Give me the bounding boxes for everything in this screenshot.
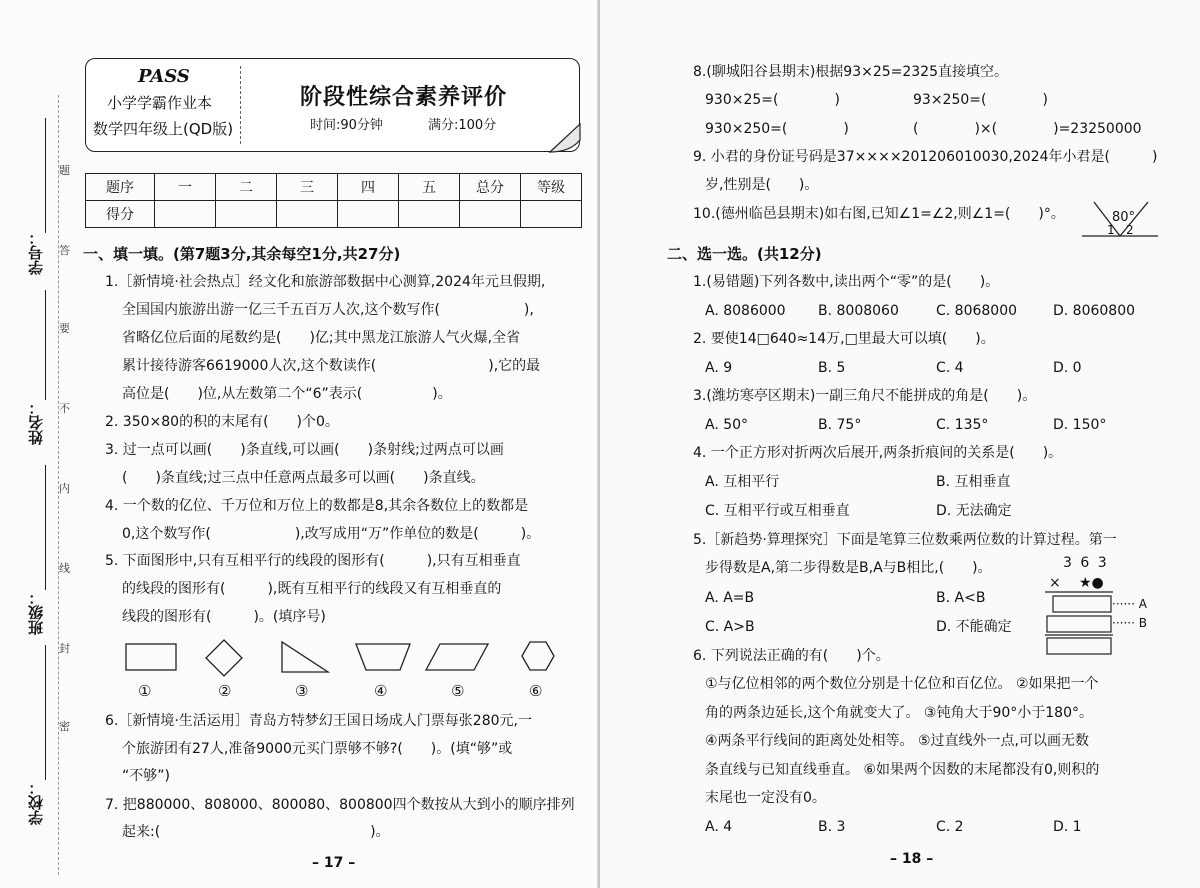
angle-label: 1 xyxy=(1107,223,1115,237)
statement-line: 末尾也一定没有0。 xyxy=(705,790,826,806)
score-input-cell[interactable] xyxy=(277,201,338,228)
question-line: 1.(易错题)下列各数中,读出两个“零”的是( )。 xyxy=(693,274,1000,290)
question-line: ( )条直线;过三点中任意两点最多可以画( )条直线。 xyxy=(122,470,485,486)
class-blank[interactable] xyxy=(45,465,46,590)
option[interactable]: A. 9 xyxy=(705,360,733,376)
page-number: – 17 – xyxy=(312,855,356,871)
option[interactable]: C. A>B xyxy=(705,619,755,635)
shape-number: ⑥ xyxy=(529,682,543,700)
seal-char: 答 xyxy=(59,244,70,257)
question-line: 5.［新趋势·算理探究］下面是笔算三位数乘两位数的计算过程。第一 xyxy=(693,532,1117,548)
score-input-cell[interactable] xyxy=(460,201,521,228)
rectangle-shape xyxy=(126,644,176,670)
option[interactable]: C. 8068000 xyxy=(936,303,1018,319)
question-line: 全国国内旅游出游一亿三千五百万人次,这个数写作( ), xyxy=(122,302,534,318)
table-cell: 等级 xyxy=(521,174,582,201)
header-divider xyxy=(240,66,241,144)
option[interactable]: C. 4 xyxy=(936,360,964,376)
table-cell: 四 xyxy=(338,174,399,201)
option[interactable]: D. 无法确定 xyxy=(936,503,1012,519)
step-a-label: ······ A xyxy=(1112,597,1147,611)
question-line: 高位是( )位,从左数第二个“6”表示( )。 xyxy=(122,386,452,402)
question-line: 4. 一个数的亿位、千万位和万位上的数都是8,其余各数位上的数都是 xyxy=(105,498,529,514)
table-cell: 题序 xyxy=(86,174,155,201)
question-line: 累计接待游客6619000人次,这个数读作( ),它的最 xyxy=(122,358,541,374)
shapes-figure xyxy=(118,638,558,678)
option[interactable]: B. 75° xyxy=(818,417,862,433)
name-blank[interactable] xyxy=(45,290,46,400)
statement-line: ④两条平行线间的距离处处相等。 ⑤过直线外一点,可以画无数 xyxy=(705,733,1090,749)
question-line: 4. 一个正方形对折两次后展开,两条折痕间的关系是( )。 xyxy=(693,445,1063,461)
option[interactable]: A. 互相平行 xyxy=(705,474,780,490)
table-cell: 三 xyxy=(277,174,338,201)
question-line: 8.(聊城阳谷县期末)根据93×25=2325直接填空。 xyxy=(693,64,1008,80)
option[interactable]: D. 0 xyxy=(1053,360,1082,376)
option[interactable]: C. 互相平行或互相垂直 xyxy=(705,503,850,519)
question-line: 3.(潍坊寒亭区期末)一副三角尺不能拼成的角是( )。 xyxy=(693,388,1037,404)
seal-char: 内 xyxy=(59,482,70,495)
student-id-label: 学号： xyxy=(27,230,45,275)
question-line: 10.(德州临邑县期末)如右图,已知∠1=∠2,则∠1=( )°。 xyxy=(693,206,1065,222)
rhombus-shape xyxy=(206,640,242,676)
option[interactable]: B. 5 xyxy=(818,360,846,376)
question-line: 7. 把880000、808000、800080、800800四个数按从大到小的顺序排列 xyxy=(105,797,575,813)
option[interactable]: D. 1 xyxy=(1053,819,1082,835)
question-line: 5. 下面图形中,只有互相平行的线段的图形有( ),只有互相垂直 xyxy=(105,553,521,569)
question-line: 省略亿位后面的尾数约是( )亿;其中黑龙江旅游人气火爆,全省 xyxy=(122,330,521,346)
question-line: 930×250=( ) xyxy=(705,121,849,137)
score-input-cell[interactable] xyxy=(399,201,460,228)
question-line: 3. 过一点可以画( )条直线,可以画( )条射线;过两点可以画 xyxy=(105,442,504,458)
table-cell: 二 xyxy=(216,174,277,201)
series-name: 小学学霸作业本 xyxy=(107,94,213,112)
score-table xyxy=(85,173,582,228)
multiplicand: 3 6 3 xyxy=(1063,555,1109,571)
question-line: 1.［新情境·社会热点］经文化和旅游部数据中心测算,2024年元旦假期, xyxy=(105,274,546,290)
option[interactable]: C. 135° xyxy=(936,417,989,433)
school-blank[interactable] xyxy=(45,645,46,780)
star-dot-digits: ★● xyxy=(1079,575,1104,591)
school-label: 学校： xyxy=(27,780,45,825)
times-sign: × xyxy=(1049,575,1061,591)
statement-line: 条直线与已知直线垂直。 ⑥如果两个因数的末尾都没有0,则积的 xyxy=(705,762,1100,778)
option[interactable]: A. A=B xyxy=(705,590,755,606)
page-number: – 18 – xyxy=(890,851,934,867)
shape-number: ③ xyxy=(295,682,309,700)
shape-number: ⑤ xyxy=(451,682,465,700)
question-line: 起来:( )。 xyxy=(122,824,390,840)
question-line: 步得数是A,第二步得数是B,A与B相比,( )。 xyxy=(705,560,992,576)
question-line: 930×25=( ) xyxy=(705,92,840,108)
seal-char: 密 xyxy=(59,720,70,733)
page-title: 阶段性综合素养评价 xyxy=(300,85,508,110)
angle-label: 2 xyxy=(1126,223,1134,237)
right-triangle-shape xyxy=(282,642,328,672)
option[interactable]: A. 50° xyxy=(705,417,749,433)
question-line: 6. 下列说法正确的有( )个。 xyxy=(693,648,890,664)
multiplication-boxes xyxy=(1045,590,1115,656)
question-line: 93×250=( ) xyxy=(913,92,1048,108)
question-line: 岁,性别是( )。 xyxy=(705,177,819,193)
question-line: 2. 要使14□640≈14万,□里最大可以填( )。 xyxy=(693,331,995,347)
statement-line: 角的两条边延长,这个角就变大了。 ③钝角大于90°小于180°。 xyxy=(705,705,1093,721)
question-line: 线段的图形有( )。(填序号) xyxy=(122,609,326,625)
name-label: 姓名： xyxy=(27,400,45,445)
option[interactable]: B. 互相垂直 xyxy=(936,474,1011,490)
question-line: 9. 小君的身份证号码是37××××201206010030,2024年小君是( ) xyxy=(693,149,1158,165)
parallelogram-shape xyxy=(426,644,488,670)
table-cell: 总分 xyxy=(460,174,521,201)
option[interactable]: D. 150° xyxy=(1053,417,1107,433)
section-heading: 二、选一选。(共12分) xyxy=(667,245,822,263)
seal-char: 线 xyxy=(59,562,70,575)
question-line: 的线段的图形有( ),既有互相平行的线段又有互相垂直的 xyxy=(122,581,502,597)
right-page xyxy=(600,0,1200,888)
exam-time: 时间:90分钟 xyxy=(310,118,383,133)
hexagon-shape xyxy=(522,642,554,670)
question-line: 个旅游团有27人,准备9000元买门票够不够?( )。(填“够”或 xyxy=(122,741,513,757)
shape-number: ② xyxy=(218,682,232,700)
trapezoid-shape xyxy=(356,644,410,670)
option[interactable]: B. 3 xyxy=(818,819,846,835)
table-cell: 一 xyxy=(155,174,216,201)
seal-char: 封 xyxy=(59,642,70,655)
question-line: ( )×( )=23250000 xyxy=(913,121,1142,137)
option[interactable]: D. 8060800 xyxy=(1053,303,1136,319)
shape-number: ① xyxy=(138,682,152,700)
score-input-cell[interactable] xyxy=(338,201,399,228)
seal-char: 要 xyxy=(59,322,70,335)
section-heading: 一、填一填。(第7题3分,其余每空1分,共27分) xyxy=(83,245,401,263)
seal-char: 不 xyxy=(59,402,70,415)
option[interactable]: B. 8008060 xyxy=(818,303,899,319)
question-line: 2. 350×80的积的末尾有( )个0。 xyxy=(105,414,339,430)
score-input-cell[interactable] xyxy=(521,201,582,228)
option[interactable]: A. 4 xyxy=(705,819,733,835)
angle-label: 80° xyxy=(1112,210,1136,225)
question-line: “不够”) xyxy=(122,768,170,784)
student-id-blank[interactable] xyxy=(45,118,46,233)
table-cell: 五 xyxy=(399,174,460,201)
step-b-label: ······ B xyxy=(1112,616,1147,630)
grade-edition: 数学四年级上(QD版) xyxy=(93,120,234,138)
seal-char: 题 xyxy=(59,164,70,177)
full-score: 满分:100分 xyxy=(428,118,497,133)
pass-logo: PASS xyxy=(138,66,190,87)
option[interactable]: A. 8086000 xyxy=(705,303,786,319)
option[interactable]: C. 2 xyxy=(936,819,964,835)
score-input-cell[interactable] xyxy=(216,201,277,228)
question-line: 6.［新情境·生活运用］青岛方特梦幻王国日场成人门票每张280元,一 xyxy=(105,713,532,729)
table-cell: 得分 xyxy=(86,201,155,228)
score-input-cell[interactable] xyxy=(155,201,216,228)
shape-number: ④ xyxy=(374,682,388,700)
class-label: 班级： xyxy=(27,590,45,635)
page-curl-icon xyxy=(548,122,582,154)
option[interactable]: D. 不能确定 xyxy=(936,619,1012,635)
statement-line: ①与亿位相邻的两个数位分别是十亿位和百亿位。 ②如果把一个 xyxy=(705,676,1099,692)
question-line: 0,这个数写作( ),改写成用“万”作单位的数是( )。 xyxy=(122,526,541,542)
option[interactable]: B. A<B xyxy=(936,590,986,606)
